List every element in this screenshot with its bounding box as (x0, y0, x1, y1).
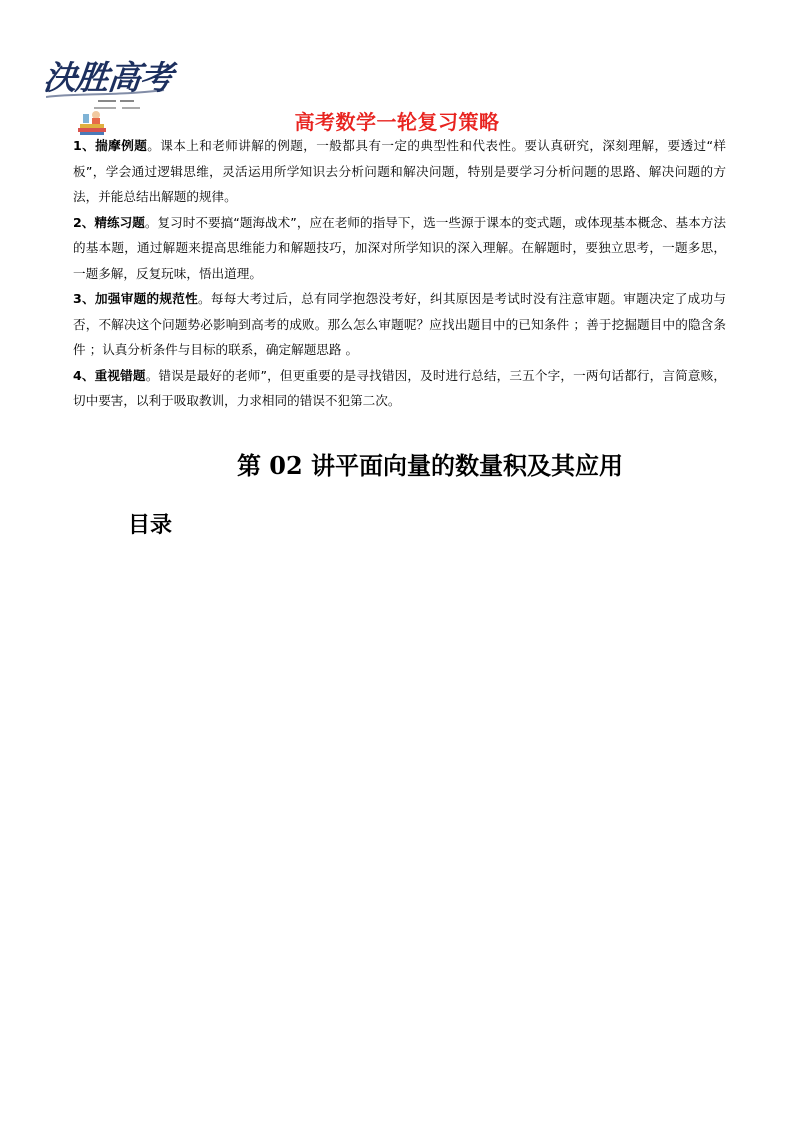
strategy-text: 。复习时不要搞“题海战术”，应在老师的指导下，选一些源于课本的变式题，或体现基本概念、基本方法的基本题，通过解题来提高思维能力和解题技巧，加深对所学知识的深入理解。在解题时，要独立思考，一题多思，一题多解，反复玩味，悟出道理。 (73, 214, 726, 281)
strategy-heading: 4、重视错题 (73, 367, 146, 383)
strategy-text: 。每每大考过后，总有同学抱怨没考好，纠其原因是考试时没有注意审题。审题决定了成功与否，不解决这个问题势必影响到高考的成败。那么怎么审题呢？应找出题目中的已知条件 ；善于挖掘题目中的隐含条件 ；认真分析条件与目标的联系，确定解题思路 。 (73, 291, 727, 357)
lecture-title: 第 02 讲平面向量的数量积及其应用 (236, 451, 624, 480)
strategy-heading: 1、揣摩例题 (73, 138, 148, 153)
strategy-item (73, 286, 726, 363)
strategy-heading: 3、加强审题的规范性 (73, 291, 199, 306)
brand-logo-text: 決胜高考 (41, 58, 174, 97)
toc-title: 目录 (128, 512, 173, 538)
strategy-text: 。错误是最好的老师”，但更重要的是寻找错因，及时进行总结，三五个字，一两句话都行，言简意赅，切中要害，以利于吸取教训，力求相同的错误不犯第二次。 (73, 367, 727, 408)
strategy-item (73, 363, 726, 414)
strategy-list (73, 133, 726, 414)
strategy-item (73, 133, 726, 210)
main-title: 高考数学一轮复习策略 (294, 110, 500, 134)
strategy-heading: 2、精练习题 (73, 214, 145, 230)
strategy-text: 。课本上和老师讲解的例题，一般都具有一定的典型性和代表性。要认真研究，深刻理解，要透过“样板”，学会通过逻辑思维，灵活运用所学知识去分析问题和解决问题，特别是要学习分析问题的思路、解决问题的方法，并能总结出解题的规律。 (73, 138, 727, 204)
strategy-item (73, 210, 726, 287)
